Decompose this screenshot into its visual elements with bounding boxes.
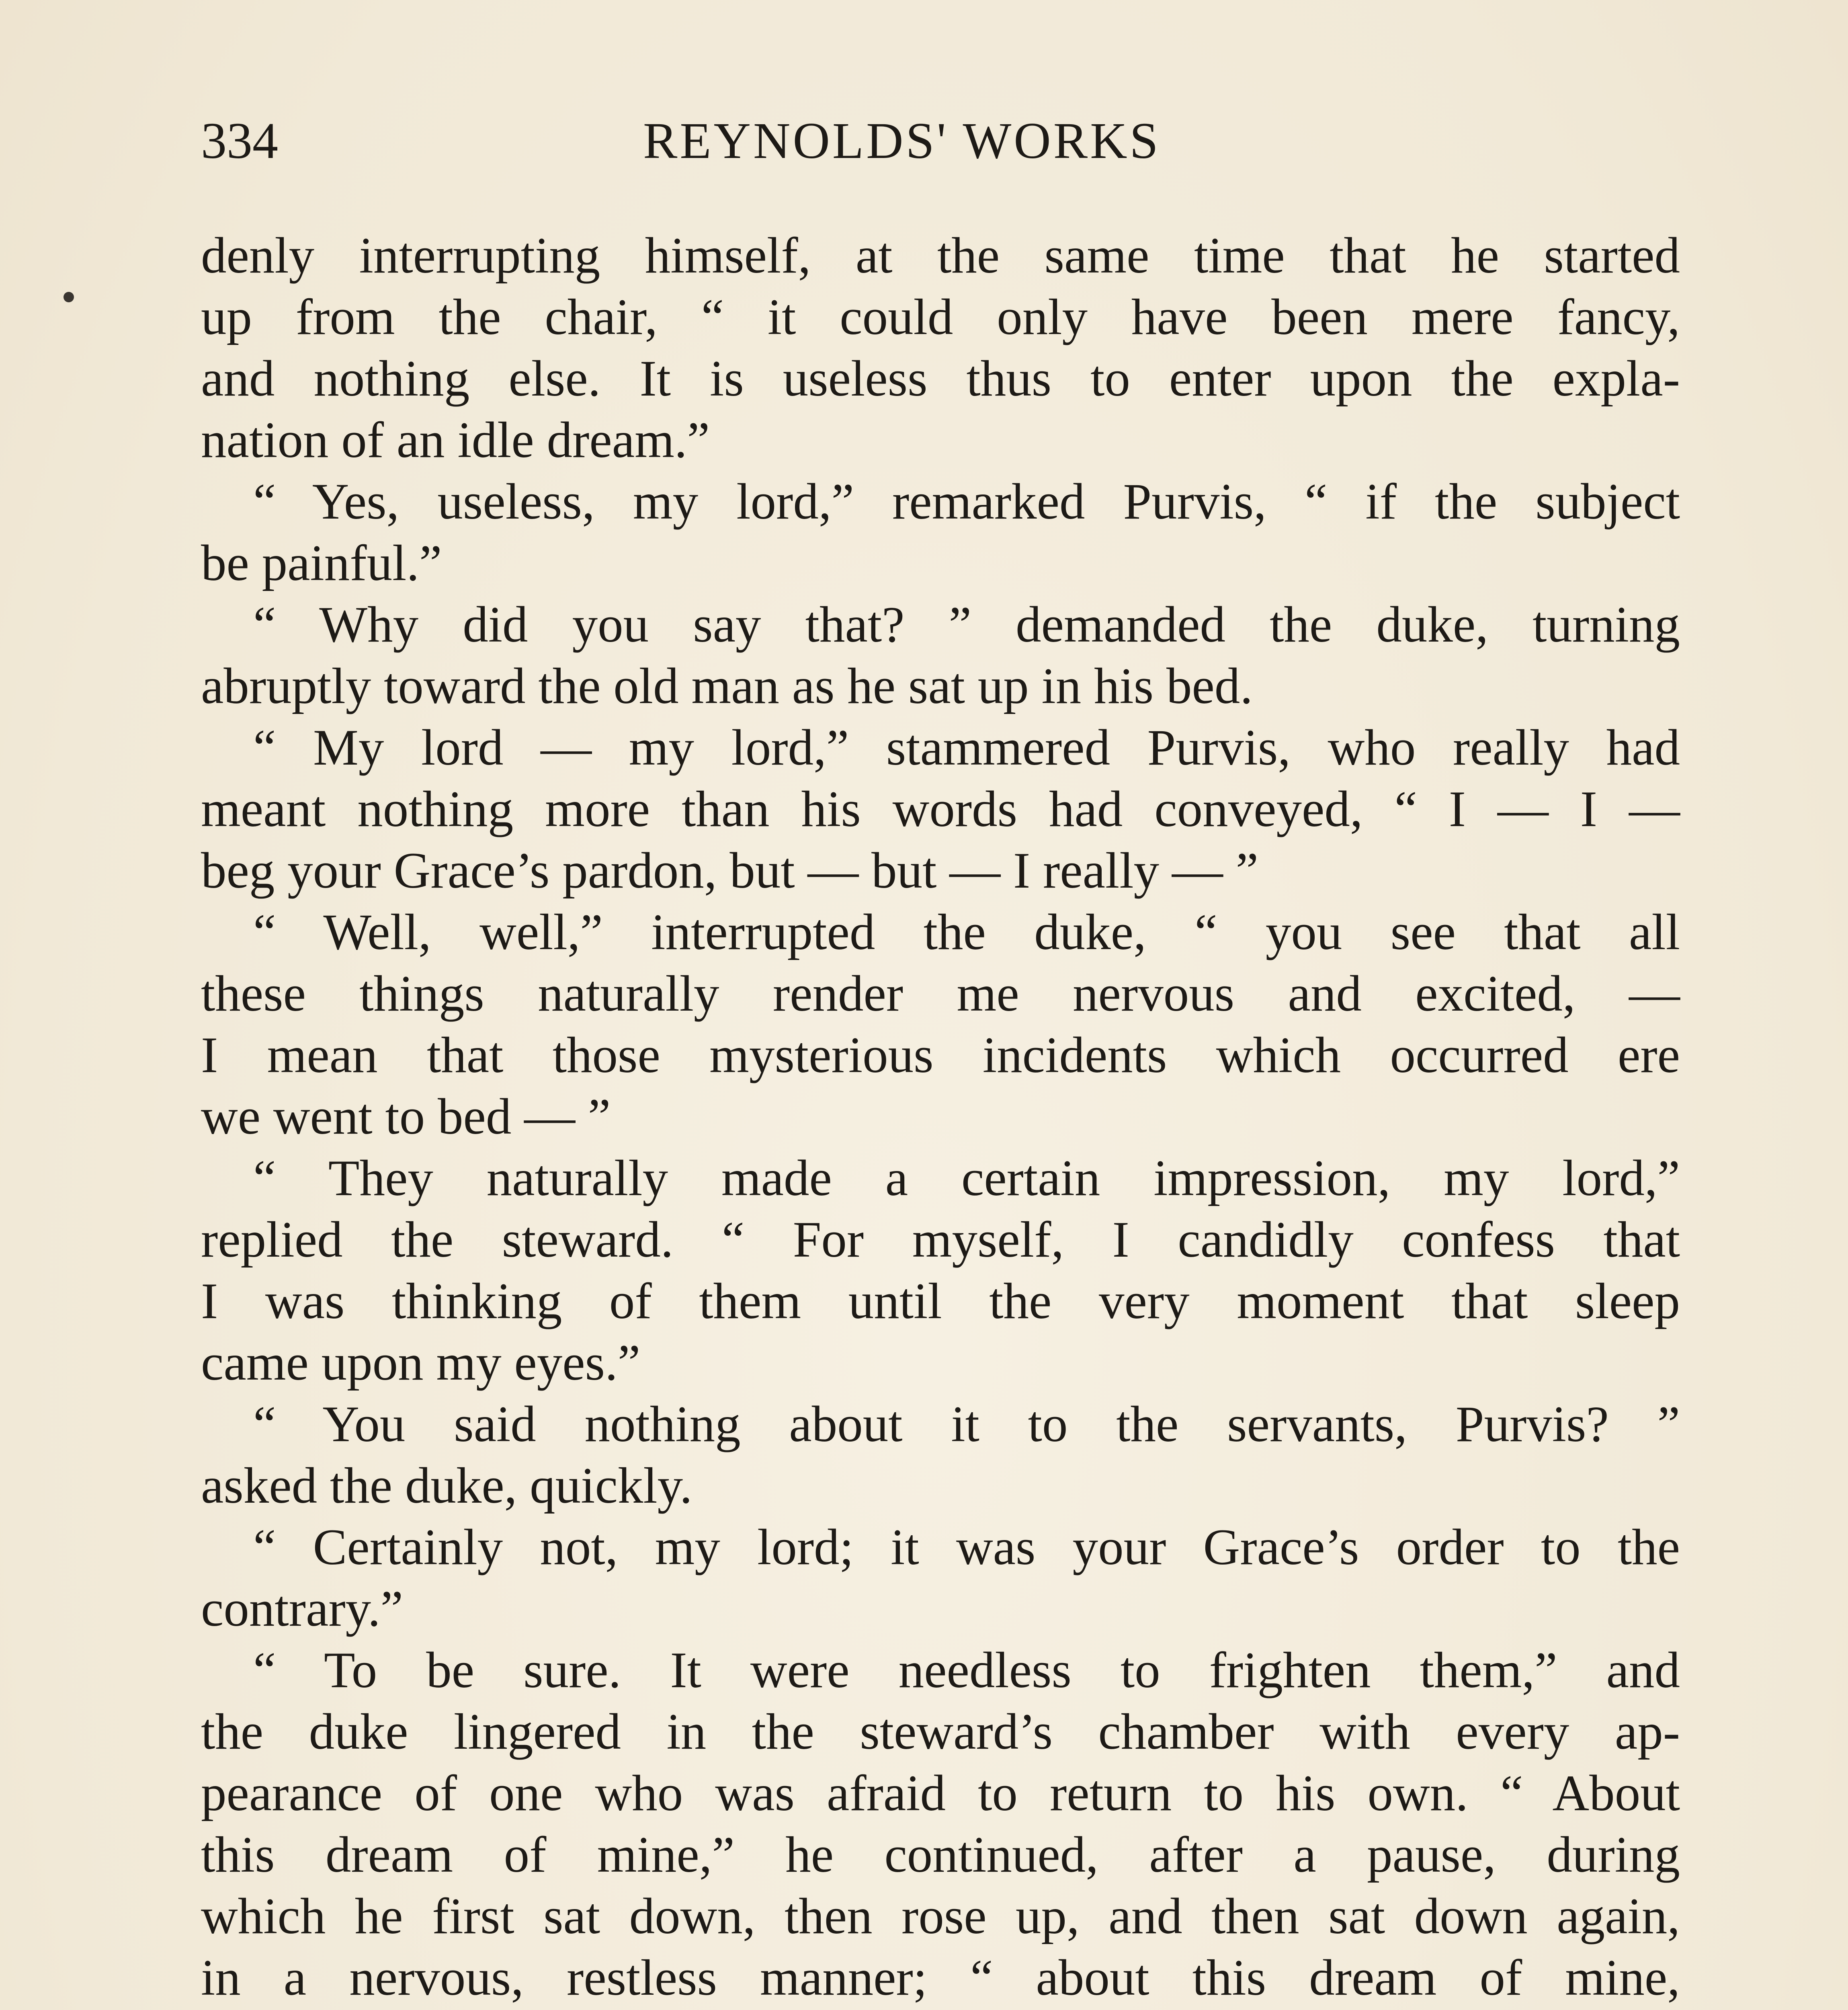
ink-speck <box>64 292 74 302</box>
page-number: 334 <box>201 112 278 169</box>
text-line: I was thinking of them until the very moment that sleep <box>201 1273 1680 1329</box>
text-line: “ Yes, useless, my lord,” remarked Purvis, “ if the subject <box>253 474 1680 530</box>
text-line: which he first sat down, then rose up, and then sat down again, <box>201 1888 1680 1944</box>
text-line: these things naturally render me nervous and excited, — <box>201 966 1680 1022</box>
text-line: “ Well, well,” interrupted the duke, “ you see that all <box>253 904 1680 960</box>
text-line: “ My lord — my lord,” stammered Purvis, who really had <box>253 720 1680 776</box>
text-line: meant nothing more than his words had conveyed, “ I — I — <box>201 781 1680 837</box>
text-line: asked the duke, quickly. <box>201 1458 692 1514</box>
text-line: contrary.” <box>201 1581 403 1637</box>
text-line: pearance of one who was afraid to return to his own. “ About <box>201 1765 1680 1821</box>
text-line: denly interrupting himself, at the same time that he started <box>201 228 1680 284</box>
text-line: this dream of mine,” he continued, after a pause, during <box>201 1827 1680 1883</box>
text-line: in a nervous, restless manner; “ about this dream of mine, <box>201 1950 1680 2006</box>
text-line: “ Certainly not, my lord; it was your Grace’s order to the <box>253 1519 1680 1575</box>
text-line: nation of an idle dream.” <box>201 412 710 468</box>
text-line: beg your Grace’s pardon, but — but — I really — ” <box>201 843 1258 899</box>
book-title: REYNOLDS' WORKS <box>643 112 1161 169</box>
running-head <box>201 109 1648 173</box>
text-line: up from the chair, “ it could only have been mere fancy, <box>201 289 1680 345</box>
text-line: “ They naturally made a certain impression, my lord,” <box>253 1150 1680 1206</box>
text-line: abruptly toward the old man as he sat up in his bed. <box>201 658 1253 714</box>
text-line: we went to bed — ” <box>201 1089 611 1145</box>
text-line: came upon my eyes.” <box>201 1335 641 1391</box>
text-line: replied the steward. “ For myself, I candidly confess that <box>201 1212 1680 1268</box>
text-line: “ Why did you say that? ” demanded the duke, turning <box>253 597 1680 653</box>
text-line: I mean that those mysterious incidents which occurred ere <box>201 1027 1680 1083</box>
text-line: the duke lingered in the steward’s chamber with every ap- <box>201 1704 1680 1760</box>
text-line: “ You said nothing about it to the servants, Purvis? ” <box>253 1396 1680 1452</box>
body-text <box>201 225 1680 2010</box>
text-line: be painful.” <box>201 535 442 591</box>
text-line: “ To be sure. It were needless to frighten them,” and <box>253 1642 1680 1698</box>
text-line: and nothing else. It is useless thus to enter upon the expla- <box>201 351 1680 407</box>
